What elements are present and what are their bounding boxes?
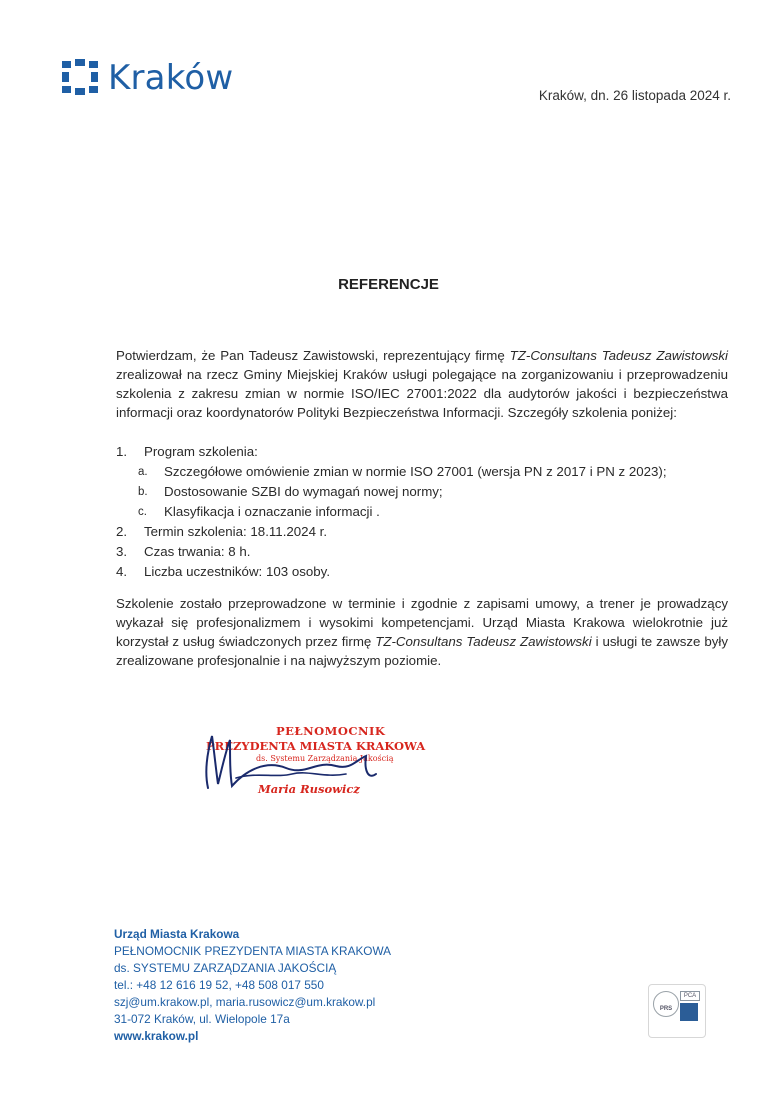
paragraph-text: Potwierdzam, że Pan Tadeusz Zawistowski, reprezentujący firmę xyxy=(116,348,510,363)
paragraph-intro xyxy=(116,346,728,422)
footer-line: PEŁNOMOCNIK PREZYDENTA MIASTA KRAKOWA xyxy=(114,944,392,958)
stamp-name: Maria Rusowicz xyxy=(258,782,360,796)
training-details-list xyxy=(116,442,667,582)
stamp-title: PEŁNOMOCNIK xyxy=(276,724,386,738)
paragraph-text: zrealizował na rzecz Gminy Miejskiej Kraków usługi polegające na zorganizowaniu i przeprowadzeniu szkolenia z zakresu zmian w normie ISO/IEC 27001:2022 dla audytorów jakości i bezpieczeństwa informacji oraz koordynatorów Polityki Bezpieczeństwa Informacji. Szczegóły szkolenia poniżej: xyxy=(116,367,728,420)
paragraph-summary xyxy=(116,594,728,670)
krakow-logo xyxy=(62,58,233,98)
sublist-item: b. Dostosowanie SZBI do wymagań nowej normy; xyxy=(138,484,443,499)
company-name: TZ-Consultans Tadeusz Zawistowski xyxy=(509,348,728,363)
krakow-emblem-icon xyxy=(62,59,98,97)
list-item: 4. Liczba uczestników: 103 osoby. xyxy=(116,564,331,579)
handwritten-signature xyxy=(196,730,386,800)
stamp-office: PREZYDENTA MIASTA KRAKOWA xyxy=(206,739,426,753)
document-date: Kraków, dn. 26 listopada 2024 r. xyxy=(538,88,731,103)
footer-website[interactable]: www.krakow.pl xyxy=(114,1029,199,1043)
logo-text: Kraków xyxy=(108,58,234,98)
document-title: REFERENCJE xyxy=(338,276,439,293)
paragraph-text: i usługi te zawsze były zrealizowane profesjonalnie i na najwyższym poziomie. xyxy=(116,634,728,668)
stamp-department: ds. Systemu Zarządzania Jakością xyxy=(256,754,394,763)
company-name: TZ-Consultans Tadeusz Zawistowski xyxy=(375,634,592,649)
footer-contact xyxy=(114,926,391,1045)
footer-address: 31-072 Kraków, ul. Wielopole 17a xyxy=(114,1012,290,1026)
pca-badge: PCA xyxy=(680,991,700,1001)
footer-email[interactable]: szj@um.krakow.pl, maria.rusowicz@um.krakow.pl xyxy=(114,995,376,1009)
sublist-item: c. Klasyfikacja i oznaczanie informacji . xyxy=(138,504,380,519)
footer-phone: tel.: +48 12 616 19 52, +48 508 017 550 xyxy=(114,978,324,992)
accreditation-mark-icon xyxy=(680,1003,698,1021)
list-item: 1. Program szkolenia: xyxy=(116,444,258,459)
certification-badge xyxy=(648,984,706,1038)
footer-line: ds. SYSTEMU ZARZĄDZANIA JAKOŚCIĄ xyxy=(114,961,337,975)
list-item: 3. Czas trwania: 8 h. xyxy=(116,544,251,559)
footer-org: Urząd Miasta Krakowa xyxy=(114,927,240,941)
prs-seal-icon: PRS xyxy=(653,991,679,1017)
list-item: 2. Termin szkolenia: 18.11.2024 r. xyxy=(116,524,328,539)
paragraph-text: Szkolenie zostało przeprowadzone w terminie i zgodnie z zapisami umowy, a trener je prowadzący wykazał się profesjonalizmem i wysokimi kompetencjami. Urząd Miasta Krakowa wielokrotnie już korzystał z usług świadczonych przez firmę xyxy=(116,596,728,649)
sublist-item: a. Szczegółowe omówienie zmian w normie ISO 27001 (wersja PN z 2017 i PN z 2023); xyxy=(138,464,667,479)
